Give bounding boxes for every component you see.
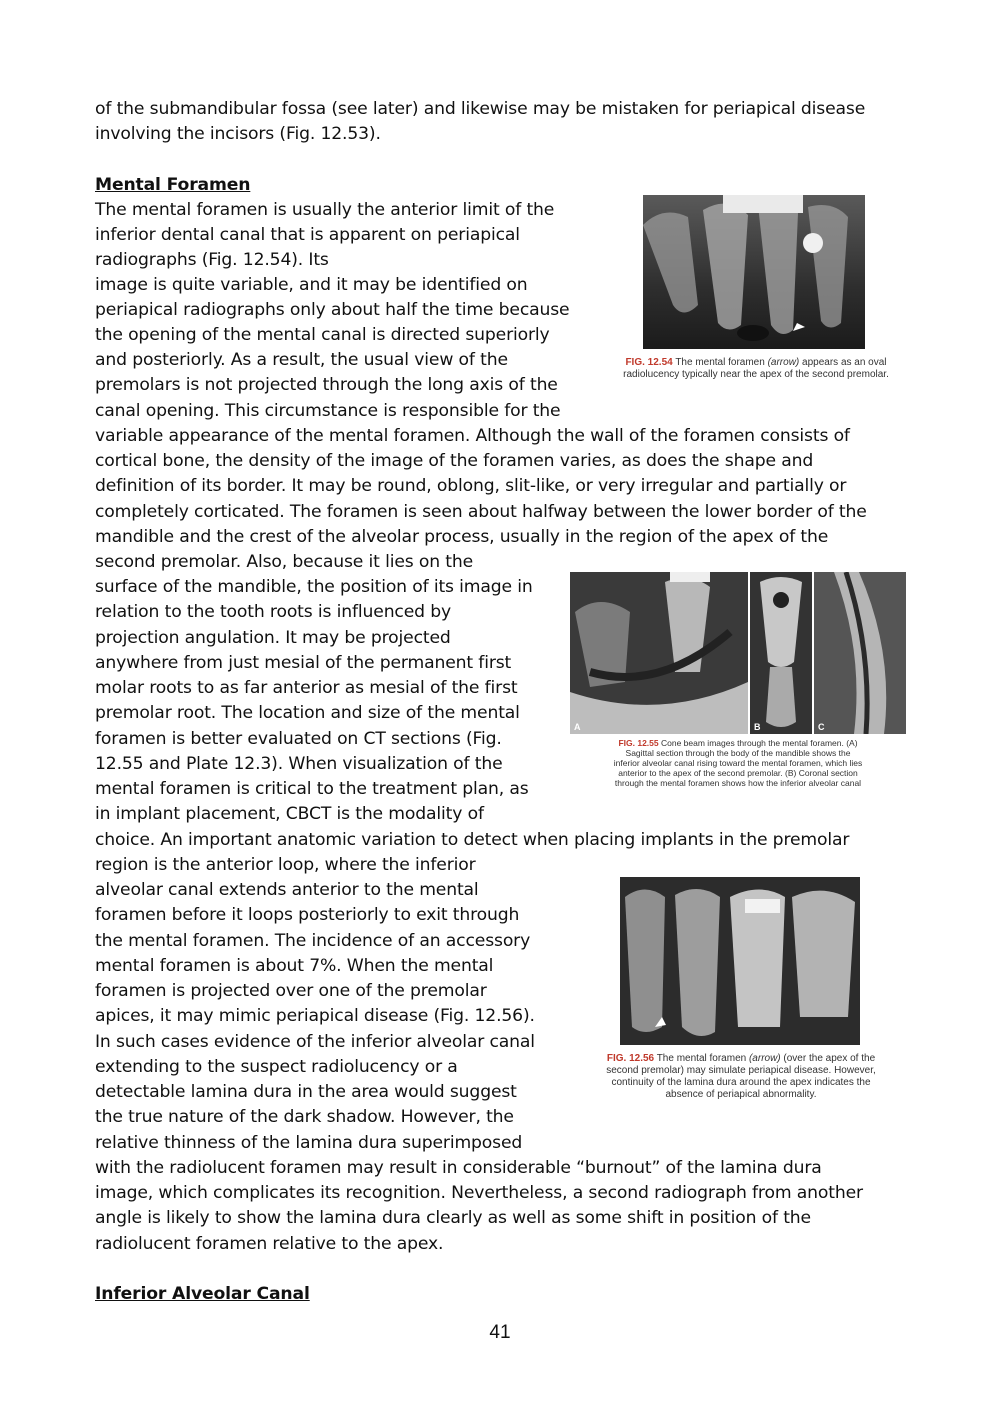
body-text-line: the opening of the mental canal is directed superiorly [95,325,550,345]
body-text-line: mental foramen is critical to the treatment plan, as [95,779,529,799]
body-text-line: in implant placement, CBCT is the modality of [95,804,484,824]
body-text-line: completely corticated. The foramen is seen about halfway between the lower border of the [95,502,867,522]
body-text-line: region is the anterior loop, where the inferior [95,855,476,875]
body-text-line: involving the incisors (Fig. 12.53). [95,124,381,144]
panel-label-b: B [754,722,761,732]
body-text-line: foramen before it loops posteriorly to exit through [95,905,520,925]
body-text-line: choice. An important anatomic variation to detect when placing implants in the premolar [95,830,850,850]
body-text-line: variable appearance of the mental foramen. Although the wall of the foramen consists of [95,426,850,446]
body-text-line: projection angulation. It may be projected [95,628,451,648]
body-text-line: anywhere from just mesial of the permanent first [95,653,512,673]
body-text-line: molar roots to as far anterior as mesial of the first [95,678,518,698]
body-text-line: alveolar canal extends anterior to the mental [95,880,479,900]
body-text-line: surface of the mandible, the position of its image in [95,577,533,597]
body-text-line: radiolucent foramen relative to the apex. [95,1234,444,1254]
body-text-line: second premolar. Also, because it lies on the [95,552,474,572]
body-text-line: 12.55 and Plate 12.3). When visualization of the [95,754,503,774]
body-text-line: relative thinness of the lamina dura superimposed [95,1133,523,1153]
body-text-line: premolar root. The location and size of the mental [95,703,520,723]
body-text-line: In such cases evidence of the inferior alveolar canal [95,1032,535,1052]
cbct-panel-c [814,572,906,734]
body-text-line: image, which complicates its recognition. Nevertheless, a second radiograph from another [95,1183,863,1203]
panel-label-c: C [818,722,825,732]
body-text-line: the true nature of the dark shadow. However, the [95,1107,514,1127]
body-text-line: detectable lamina dura in the area would suggest [95,1082,517,1102]
body-text-line: foramen is better evaluated on CT sections (Fig. [95,729,502,749]
body-text-line: foramen is projected over one of the premolar [95,981,487,1001]
figure-caption: FIG. 12.55 Cone beam images through the mental foramen. (A) Sagittal section through the body of the mandible shows the inferior alveolar canal rising toward the mental foramen, which lies anterior to the apex of the second premolar. (B) Coronal section through the mental foramen shows how the inferior alveolar canal [613,738,863,788]
figure-12-56 [574,877,908,1117]
page-number: 41 [489,1322,511,1343]
section-heading-inferior-alveolar-canal: Inferior Alveolar Canal [95,1284,310,1304]
body-text-line: mandible and the crest of the alveolar process, usually in the region of the apex of the [95,527,829,547]
body-text-line: cortical bone, the density of the image of the foramen varies, as does the shape and [95,451,814,471]
body-text-line: radiographs (Fig. 12.54). Its [95,250,329,270]
cbct-panel-a [570,572,748,734]
body-text-line: angle is likely to show the lamina dura clearly as well as some shift in position of the [95,1208,811,1228]
body-text-line: mental foramen is about 7%. When the mental [95,956,494,976]
panel-label-a: A [574,722,581,732]
body-text-line: extending to the suspect radiolucency or a [95,1057,458,1077]
body-text-line: of the submandibular fossa (see later) and likewise may be mistaken for periapical disease [95,99,866,119]
section-heading-mental-foramen: Mental Foramen [95,175,251,195]
body-text-line: image is quite variable, and it may be identified on [95,275,528,295]
cbct-panel-b [750,572,812,734]
body-text-line: The mental foramen is usually the anterior limit of the [95,200,555,220]
radiograph-image [620,877,860,1045]
figure-caption: FIG. 12.54 The mental foramen (arrow) appears as an oval radiolucency typically near the apex of the second premolar. [623,357,889,380]
figure-caption: FIG. 12.56 The mental foramen (arrow) (over the apex of the second premolar) may simulate periapical disease. However, continuity of the lamina dura around the apex indicates the absence of periapical abnormality. [606,1053,876,1100]
body-text-line: definition of its border. It may be round, oblong, slit-like, or very irregular and partially or [95,476,847,496]
body-text-line: canal opening. This circumstance is responsible for the [95,401,561,421]
body-text-line: apices, it may mimic periapical disease (Fig. 12.56). [95,1006,535,1026]
figure-12-54 [586,193,908,393]
body-text-line: with the radiolucent foramen may result in considerable “burnout” of the lamina dura [95,1158,822,1178]
body-text-line: premolars is not projected through the long axis of the [95,375,558,395]
body-text-line: inferior dental canal that is apparent on periapical [95,225,520,245]
body-text-line: and posteriorly. As a result, the usual view of the [95,350,508,370]
body-text-line: relation to the tooth roots is influenced by [95,602,452,622]
body-text-line: the mental foramen. The incidence of an accessory [95,931,531,951]
figure-12-55 [568,572,908,796]
body-text-line: periapical radiographs only about half the time because [95,300,570,320]
radiograph-image [643,195,865,349]
